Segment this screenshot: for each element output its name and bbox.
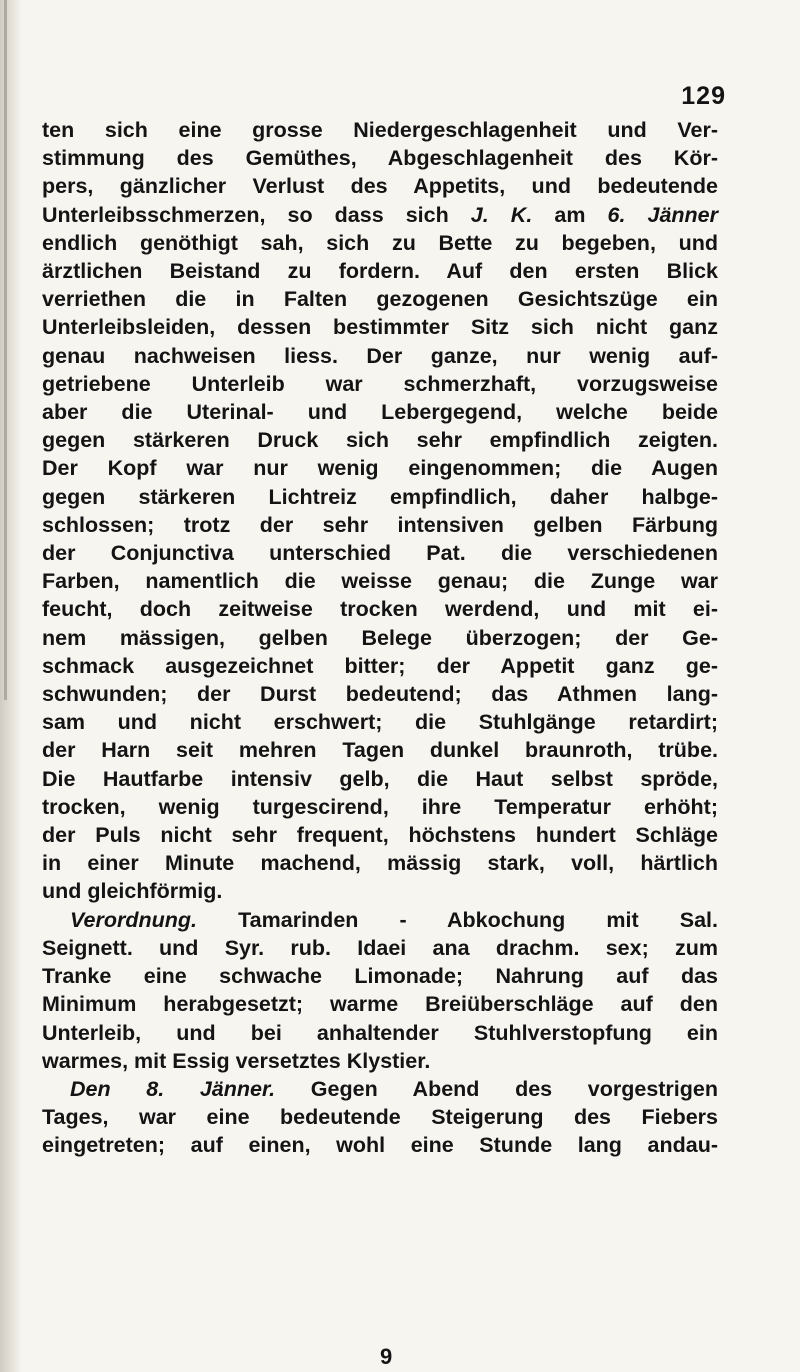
text-line bbox=[42, 906, 718, 934]
text-line: trocken, wenig turgescirend, ihre Temperatur erhöht; bbox=[42, 794, 718, 819]
text-line: schmack ausgezeichnet bitter; der Appetit ganz ge- bbox=[42, 653, 718, 678]
text-line: der Harn seit mehren Tagen dunkel braunroth, trübe. bbox=[42, 738, 718, 763]
text-line bbox=[42, 201, 718, 229]
text-run: Unterleibsschmerzen, so dass sich bbox=[42, 202, 471, 227]
text-line: warmes, mit Essig versetztes Klystier. bbox=[42, 1048, 431, 1073]
text-line: schlossen; trotz der sehr intensiven gelben Färbung bbox=[42, 512, 718, 537]
text-line: endlich genöthigt sah, sich zu Bette zu begeben, und bbox=[42, 230, 718, 255]
text-line: Die Hautfarbe intensiv gelb, die Haut selbst spröde, bbox=[42, 766, 718, 791]
text-line: stimmung des Gemüthes, Abgeschlagenheit des Kör- bbox=[42, 146, 718, 171]
text-line: Farben, namentlich die weisse genau; die Zunge war bbox=[42, 569, 718, 594]
text-line: Tranke eine schwache Limonade; Nahrung auf das bbox=[42, 964, 718, 989]
signature-mark: 9 bbox=[380, 1344, 393, 1369]
text-line: Minimum herabgesetzt; warme Breiüberschläge auf den bbox=[42, 992, 718, 1017]
text-line: pers, gänzlicher Verlust des Appetits, und bedeutende bbox=[42, 174, 718, 199]
page-number: 129 bbox=[681, 82, 726, 110]
text-line bbox=[42, 1075, 718, 1103]
body-text bbox=[42, 116, 718, 1160]
text-line: feucht, doch zeitweise trocken werdend, und mit ei- bbox=[42, 597, 718, 622]
text-line: schwunden; der Durst bedeutend; das Athmen lang- bbox=[42, 682, 718, 707]
text-line: der Puls nicht sehr frequent, höchstens hundert Schläge bbox=[42, 823, 718, 848]
binding-shadow bbox=[4, 0, 7, 700]
text-line: Tages, war eine bedeutende Steigerung des Fiebers bbox=[42, 1105, 718, 1130]
text-line: gegen stärkeren Druck sich sehr empfindlich zeigten. bbox=[42, 428, 718, 453]
date-ref: 6. Jänner bbox=[607, 202, 718, 227]
text-line: genau nachweisen liess. Der ganze, nur wenig auf- bbox=[42, 343, 718, 368]
section-heading-date: Den 8. Jänner. bbox=[70, 1076, 276, 1101]
text-line: der Conjunctiva unterschied Pat. die verschiedenen bbox=[42, 541, 718, 566]
text-line: aber die Uterinal- und Lebergegend, welche beide bbox=[42, 400, 718, 425]
text-line: ärztlichen Beistand zu fordern. Auf den ersten Blick bbox=[42, 259, 718, 284]
page-gutter bbox=[0, 0, 22, 1372]
text-run: am bbox=[532, 202, 608, 227]
text-line: sam und nicht erschwert; die Stuhlgänge retardirt; bbox=[42, 710, 718, 735]
text-run: Tamarinden - Abkochung mit Sal. bbox=[238, 907, 718, 932]
text-line: getriebene Unterleib war schmerzhaft, vorzugsweise bbox=[42, 371, 718, 396]
text-line: Unterleibsleiden, dessen bestimmter Sitz sich nicht ganz bbox=[42, 315, 718, 340]
text-line: Seignett. und Syr. rub. Idaei ana drachm. sex; zum bbox=[42, 935, 718, 960]
text-line: gegen stärkeren Lichtreiz empfindlich, daher halbge- bbox=[42, 484, 718, 509]
section-heading-verordnung: Verordnung. bbox=[70, 907, 198, 932]
patient-initials: J. K. bbox=[470, 202, 533, 227]
text-line: nem mässigen, gelben Belege überzogen; der Ge- bbox=[42, 625, 718, 650]
text-line: Der Kopf war nur wenig eingenommen; die Augen bbox=[42, 456, 718, 481]
text-run: Gegen Abend des vorgestrigen bbox=[310, 1076, 718, 1101]
text-line: Unterleib, und bei anhaltender Stuhlverstopfung ein bbox=[42, 1020, 718, 1045]
text-line: verriethen die in Falten gezogenen Gesichtszüge ein bbox=[42, 287, 718, 312]
text-line: in einer Minute machend, mässig stark, voll, härtlich bbox=[42, 851, 718, 876]
text-line: und gleichförmig. bbox=[42, 879, 223, 904]
text-line: eingetreten; auf einen, wohl eine Stunde lang andau- bbox=[42, 1133, 718, 1158]
text-line: ten sich eine grosse Niedergeschlagenheit und Ver- bbox=[42, 118, 718, 142]
